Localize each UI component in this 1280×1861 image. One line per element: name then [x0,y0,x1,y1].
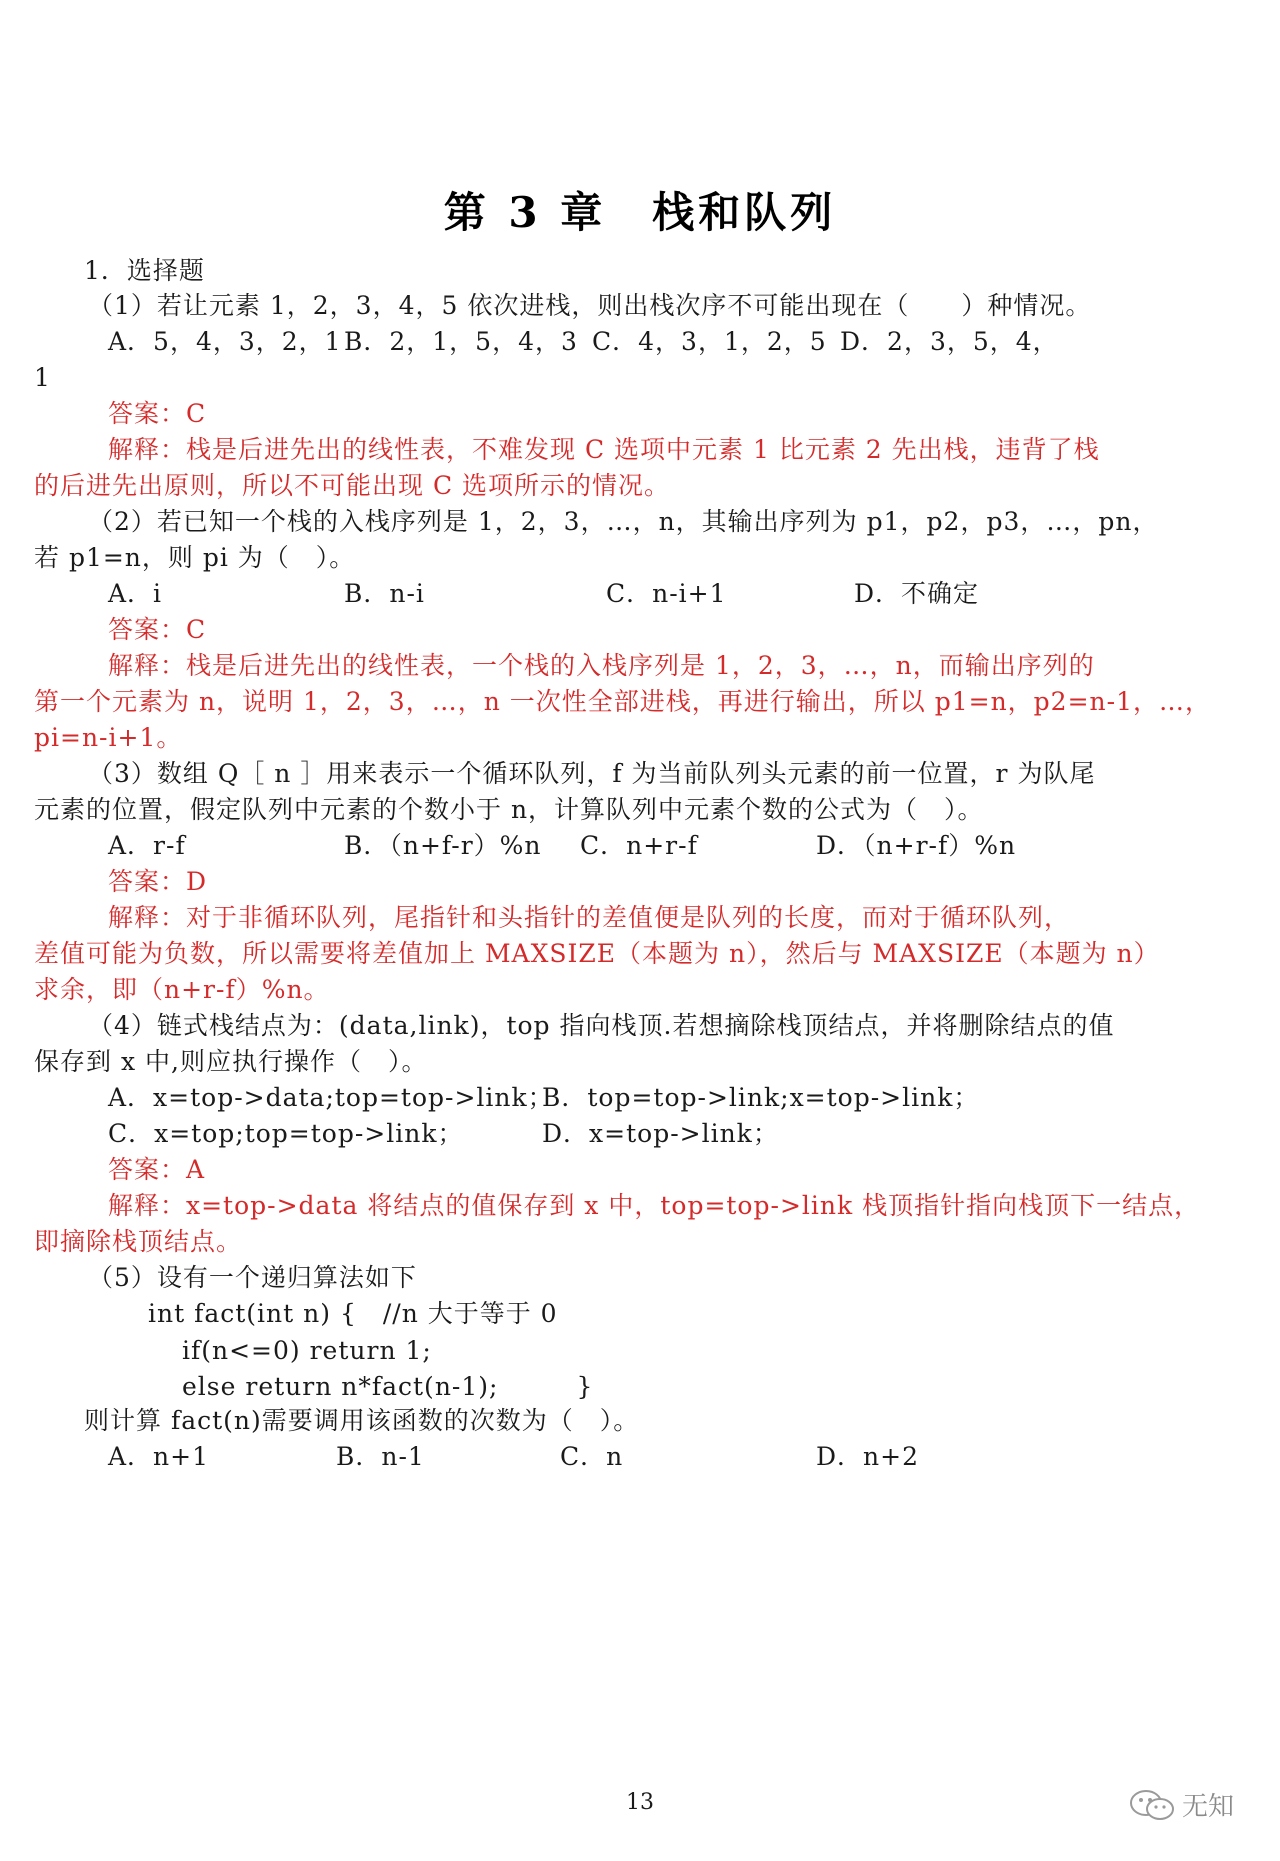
chat-bubble-icon [1128,1788,1176,1822]
question-3-explanation-line-2: 差值可能为负数，所以需要将差值加上 MAXSIZE（本题为 n），然后与 MAXSIZE（本题为 n） [34,939,1160,968]
question-1-option-c: C．4，3，1，2，5 [592,327,827,356]
question-5-question-text: 则计算 fact(n)需要调用该函数的次数为（ ）。 [84,1406,640,1435]
question-4-explanation-line-2: 即摘除栈顶结点。 [34,1227,243,1256]
question-3-option-d: D．（n+r-f）%n [816,831,1017,860]
question-2-answer: 答案：C [108,615,207,644]
question-1-explanation-line-1: 解释：栈是后进先出的线性表，不难发现 C 选项中元素 1 比元素 2 先出栈，违背了栈 [108,435,1100,464]
question-1-stem: （1）若让元素 1，2，3，4，5 依次进栈，则出栈次序不可能出现在（ ）种情况。 [88,291,1092,320]
question-4-stem-line-2: 保存到 x 中,则应执行操作（ ）。 [34,1047,428,1076]
watermark [1128,1786,1234,1823]
question-5-option-b: B．n-1 [336,1442,425,1471]
question-4-answer: 答案：A [108,1155,206,1184]
section-heading: 1．选择题 [84,256,205,285]
question-3-option-a: A．r-f [108,831,186,860]
chapter-title: 第 3 章 栈和队列 [443,188,837,237]
question-5-option-d: D．n+2 [816,1442,919,1471]
question-3-explanation-line-3: 求余，即（n+r-f）%n。 [34,975,330,1004]
question-4-option-d: D．x=top->link； [542,1119,779,1148]
question-4-option-a: A．x=top->data;top=top->link； [108,1083,554,1112]
question-2-option-c: C．n-i+1 [606,579,727,608]
question-3-explanation-line-1: 解释：对于非循环队列，尾指针和头指针的差值便是队列的长度，而对于循环队列， [108,903,1071,932]
question-5-code-line-2: if(n<=0) return 1; [182,1336,432,1365]
question-2-option-a: A．i [108,579,163,608]
question-1-explanation-line-2: 的后进先出原则，所以不可能出现 C 选项所示的情况。 [34,471,671,500]
question-2-stem-line-2: 若 p1=n，则 pi 为（ ）。 [34,543,356,572]
question-2-explanation-line-1: 解释：栈是后进先出的线性表，一个栈的入栈序列是 1，2，3，…，n，而输出序列的 [108,651,1095,680]
question-1-option-d-overflow: 1 [34,363,51,392]
question-4-explanation-line-1: 解释：x=top->data 将结点的值保存到 x 中，top=top->link 栈顶指针指向栈顶下一结点， [108,1191,1201,1220]
question-3-stem-line-2: 元素的位置，假定队列中元素的个数小于 n，计算队列中元素个数的公式为（ ）。 [34,795,984,824]
question-2-stem-line-1: （2）若已知一个栈的入栈序列是 1，2，3，…，n，其输出序列为 p1，p2，p3，…，pn， [88,507,1159,536]
question-4-stem-line-1: （4）链式栈结点为：(data,link)，top 指向栈顶.若想摘除栈顶结点，并将删除结点的值 [88,1011,1115,1040]
question-3-option-b: B．（n+f-r）%n [344,831,542,860]
question-1-option-d: D．2，3，5，4， [840,327,1059,356]
question-2-option-d: D．不确定 [854,579,980,608]
question-4-option-c: C．x=top;top=top->link； [108,1119,464,1148]
question-5-stem: （5）设有一个递归算法如下 [88,1263,417,1292]
question-3-answer: 答案：D [108,867,208,896]
question-1-answer: 答案：C [108,399,207,428]
question-5-option-c: C．n [560,1442,624,1471]
question-2-explanation-line-3: pi=n-i+1。 [34,723,183,752]
question-5-code-line-3: else return n*fact(n-1); } [182,1372,594,1401]
question-5-code-line-1: int fact(int n) { //n 大于等于 0 [148,1299,558,1328]
watermark-text: 无知 [1182,1792,1235,1822]
question-1-option-b: B．2，1，5，4，3 [344,327,578,356]
question-5-option-a: A．n+1 [108,1442,210,1471]
page-number: 13 [626,1790,654,1815]
question-3-option-c: C．n+r-f [580,831,698,860]
question-2-option-b: B．n-i [344,579,425,608]
question-3-stem-line-1: （3）数组 Q［ n ］用来表示一个循环队列，f 为当前队列头元素的前一位置，r 为队尾 [88,759,1096,788]
question-1-option-a: A．5，4，3，2，1 [108,327,342,356]
question-4-option-b: B．top=top->link;x=top->link； [542,1083,980,1112]
question-2-explanation-line-2: 第一个元素为 n，说明 1，2，3，…，n 一次性全部进栈，再进行输出，所以 p1=n，p2=n-1，…， [34,687,1211,716]
